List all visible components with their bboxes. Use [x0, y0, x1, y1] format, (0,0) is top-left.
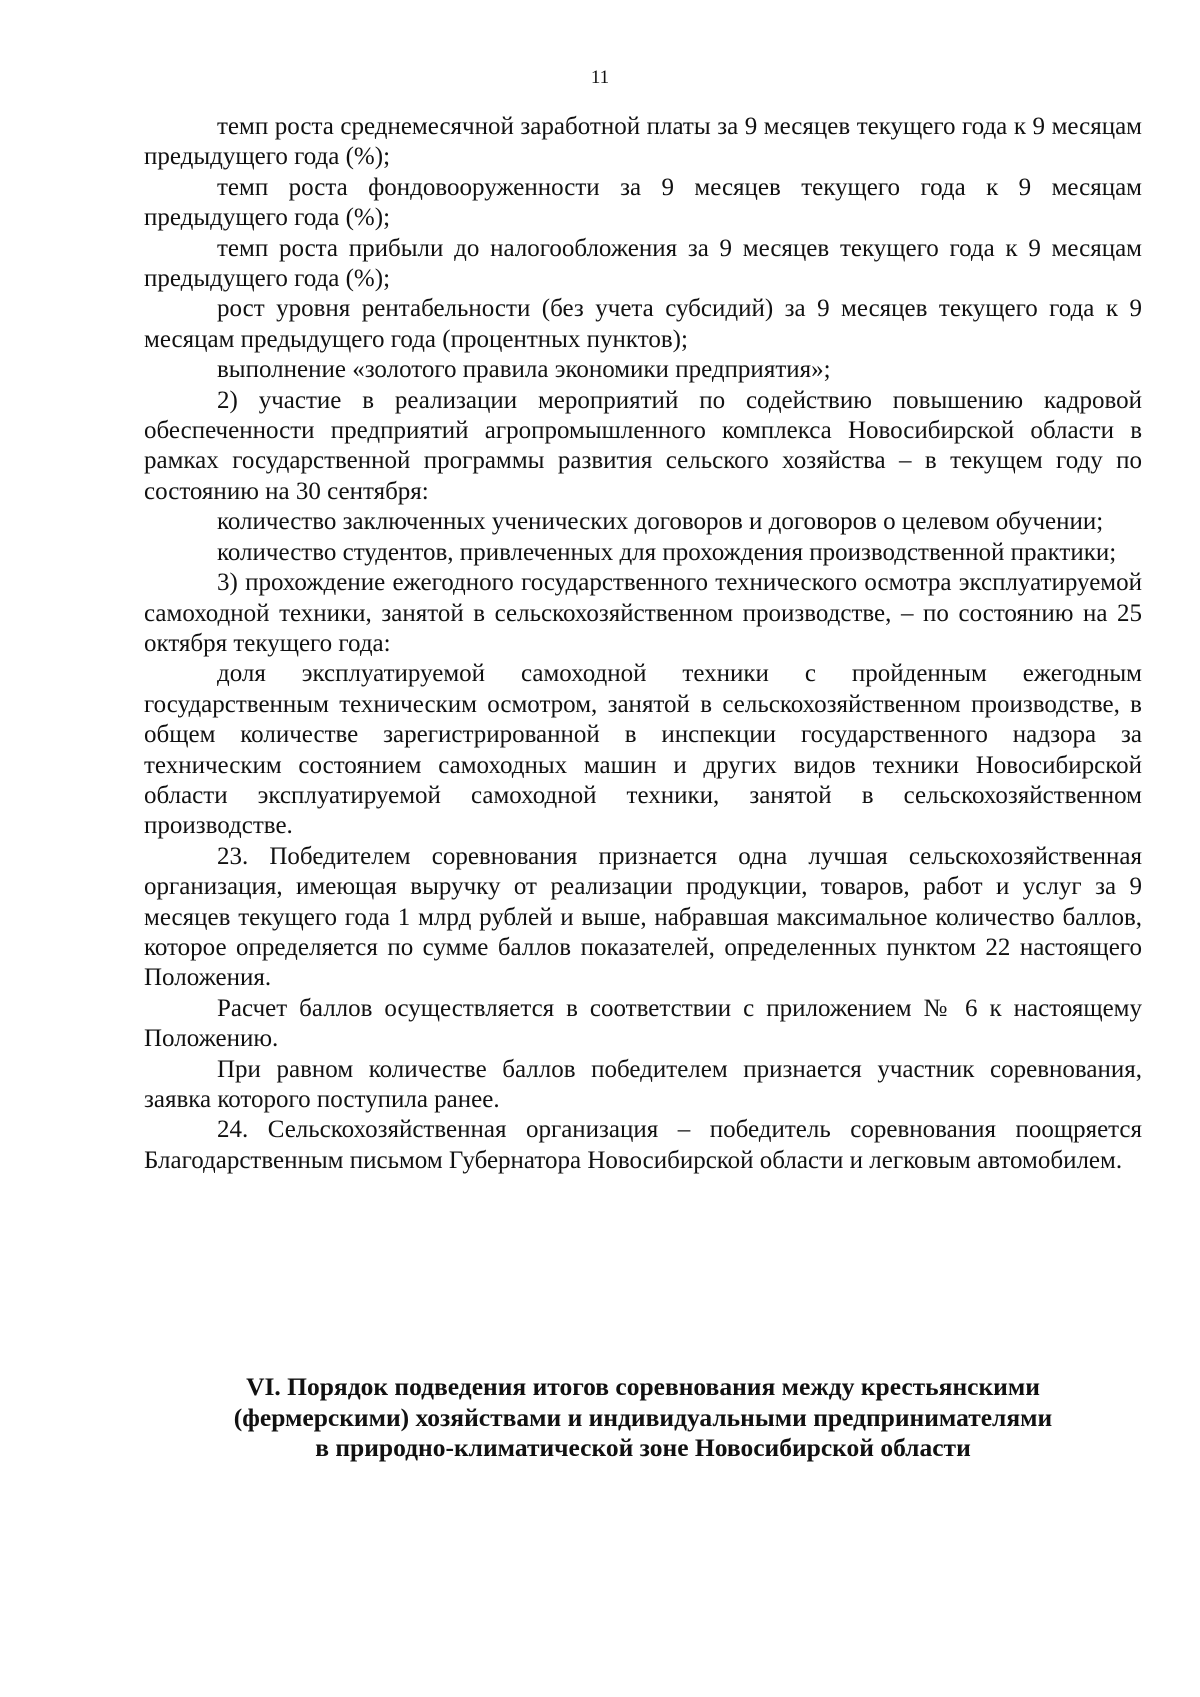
- section-heading-line-1: VI. Порядок подведения итогов соревнования между крестьянскими: [246, 1372, 1040, 1401]
- paragraph-equal-score-rule: При равном количестве баллов победителем признается участник соревнования, заявка которого поступила ранее.: [144, 1055, 1142, 1113]
- paragraph-inspected-share: доля эксплуатируемой самоходной техники с пройденным ежегодным государственным техническим осмотром, занятой в сельскохозяйственном производстве, в общем количестве зарегистрированной в инспекции государственного надзора за техническим состоянием самоходных машин и других видов техники Новосибирской области эксплуатируемой самоходной техники, занятой в сельскохозяйственном производстве.: [144, 660, 1142, 840]
- paragraph-profit-growth: темп роста прибыли до налогообложения за 9 месяцев текущего года к 9 месяцам предыдущего года (%);: [144, 234, 1142, 293]
- paragraph-item-23-winner: 23. Победителем соревнования признается одна лучшая сельскохозяйственная организация, имеющая выручку от реализации продукции, товаров, работ и услуг за 9 месяцев текущего года 1 млрд рублей и выше, набравшая максимальное количество баллов, которое определяется по сумме баллов показателей, определенных пунктом 22 настоящего Положения.: [144, 842, 1142, 992]
- page-number: 11: [590, 67, 610, 88]
- paragraph-students-count: количество студентов, привлеченных для прохождения производственной практики;: [217, 538, 1117, 566]
- paragraph-item-3-inspection: 3) прохождение ежегодного государственного технического осмотра эксплуатируемой самоходной техники, занятой в сельскохозяйственном производстве, – по состоянию на 25 октября текущего года:: [144, 569, 1142, 657]
- paragraph-profitability-growth: рост уровня рентабельности (без учета субсидий) за 9 месяцев текущего года к 9 месяцам предыдущего года (процентных пунктов);: [144, 295, 1142, 353]
- body-text: [144, 112, 1142, 1176]
- paragraph-capital-ratio-growth: темп роста фондовооруженности за 9 месяцев текущего года к 9 месяцам предыдущего года (%);: [144, 173, 1142, 232]
- section-heading-line-3: в природно-климатической зоне Новосибирской области: [315, 1433, 971, 1462]
- paragraph-wage-growth: темп роста среднемесячной заработной платы за 9 месяцев текущего года к 9 месяцам предыдущего года (%);: [144, 113, 1142, 171]
- paragraph-item-24-award: 24. Сельскохозяйственная организация – победитель соревнования поощряется Благодарственным письмом Губернатора Новосибирской области и легковым автомобилем.: [144, 1116, 1142, 1174]
- paragraph-golden-rule: выполнение «золотого правила экономики предприятия»;: [217, 356, 831, 384]
- section-heading: [144, 1372, 1142, 1464]
- paragraph-contracts-count: количество заключенных ученических договоров и договоров о целевом обучении;: [217, 508, 1104, 536]
- paragraph-score-calculation: Расчет баллов осуществляется в соответствии с приложением № 6 к настоящему Положению.: [144, 994, 1142, 1053]
- paragraph-item-2-staffing: 2) участие в реализации мероприятий по содействию повышению кадровой обеспеченности предприятий агропромышленного комплекса Новосибирской области в рамках государственной программы развития сельского хозяйства – в текущем году по состоянию на 30 сентября:: [144, 386, 1142, 505]
- section-heading-line-2: (фермерскими) хозяйствами и индивидуальными предпринимателями: [233, 1402, 1053, 1432]
